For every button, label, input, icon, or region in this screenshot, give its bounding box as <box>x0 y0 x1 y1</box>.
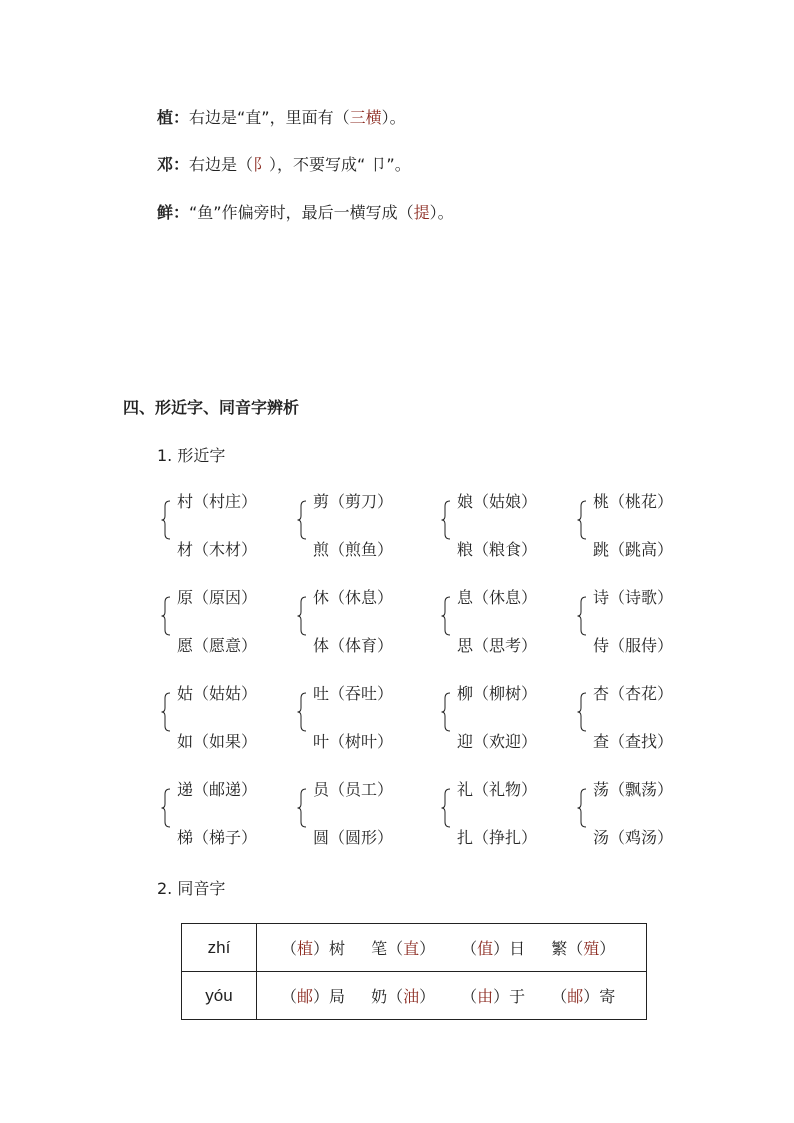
homophone-item: （植）树 <box>281 936 345 959</box>
similar-word-bottom: 扎（挣扎） <box>457 828 538 847</box>
brace-icon <box>297 692 307 732</box>
brace-icon <box>161 500 171 540</box>
similar-word-top: 诗（诗歌） <box>593 588 674 607</box>
note-answer: 阝 <box>253 155 270 174</box>
item-suffix: 树 <box>329 939 346 958</box>
similar-word-bottom: 查（查找） <box>593 732 674 751</box>
similar-word-top: 桃（桃花） <box>593 492 674 511</box>
similar-word-top: 杏（杏花） <box>593 684 674 703</box>
similar-pair <box>161 684 281 754</box>
homophone-item: （由）于 <box>461 984 525 1007</box>
similar-pair <box>161 492 281 562</box>
similar-pair <box>297 492 417 562</box>
similar-word-bottom: 汤（鸡汤） <box>593 828 674 847</box>
similar-pair <box>577 588 697 658</box>
brace-icon <box>441 500 451 540</box>
homophone-item: （邮）局 <box>281 984 345 1007</box>
note-text: 右边是“直”，里面有（ <box>189 108 350 127</box>
similar-word-top: 递（邮递） <box>177 780 258 799</box>
homophone-row <box>182 972 647 1020</box>
note-answer: 三横 <box>349 108 382 127</box>
item-answer: 殖 <box>583 939 600 958</box>
note-text: “鱼”作偏旁时，最后一横写成（ <box>189 203 414 222</box>
similar-word-bottom: 粮（粮食） <box>457 540 538 559</box>
section-heading: 四、形近字、同音字辨析 <box>123 398 300 417</box>
pinyin-cell: zhí <box>182 924 257 972</box>
brace-icon <box>577 692 587 732</box>
similar-word-top: 息（休息） <box>457 588 538 607</box>
note-text-end: ）。 <box>381 108 406 127</box>
note-text-end: ），不要写成“ 卩”。 <box>269 155 411 174</box>
similar-word-bottom: 愿（愿意） <box>177 636 258 655</box>
similar-word-bottom: 叶（树叶） <box>313 732 394 751</box>
note-answer: 提 <box>413 203 430 222</box>
similar-word-bottom: 侍（服侍） <box>593 636 674 655</box>
similar-word-bottom: 如（如果） <box>177 732 258 751</box>
similar-word-top: 原（原因） <box>177 588 258 607</box>
brace-icon <box>441 692 451 732</box>
item-prefix: 笔 <box>371 939 388 958</box>
similar-pair <box>161 588 281 658</box>
subheading-similar: 1. 形近字 <box>157 446 226 465</box>
similar-word-bottom: 思（思考） <box>457 636 538 655</box>
brace-icon <box>297 596 307 636</box>
item-answer: 直 <box>403 939 420 958</box>
item-answer: 值 <box>477 939 494 958</box>
note-char: 植： <box>157 108 190 127</box>
similar-word-top: 员（员工） <box>313 780 394 799</box>
similar-word-top: 村（村庄） <box>177 492 258 511</box>
similar-pair <box>577 492 697 562</box>
similar-pair <box>441 780 561 850</box>
note-zhi <box>157 107 406 129</box>
similar-pair <box>441 588 561 658</box>
similar-word-top: 吐（吞吐） <box>313 684 394 703</box>
homophone-table <box>181 923 647 1020</box>
item-answer: 植 <box>297 939 314 958</box>
item-suffix: 日 <box>509 939 526 958</box>
item-answer: 邮 <box>567 987 584 1006</box>
similar-word-top: 休（休息） <box>313 588 394 607</box>
item-answer: 油 <box>403 987 420 1006</box>
similar-word-bottom: 迎（欢迎） <box>457 732 538 751</box>
brace-icon <box>441 596 451 636</box>
similar-word-top: 荡（飘荡） <box>593 780 674 799</box>
brace-icon <box>297 788 307 828</box>
words-cell <box>257 972 647 1020</box>
item-prefix: 繁 <box>551 939 568 958</box>
similar-pair <box>161 780 281 850</box>
item-suffix: 于 <box>509 987 526 1006</box>
note-deng <box>157 154 411 176</box>
similar-pair <box>441 492 561 562</box>
similar-word-top: 剪（剪刀） <box>313 492 394 511</box>
homophone-item: （邮）寄 <box>551 984 615 1007</box>
brace-icon <box>577 596 587 636</box>
similar-word-bottom: 材（木材） <box>177 540 258 559</box>
item-suffix: 寄 <box>599 987 616 1006</box>
note-char: 邓： <box>157 155 190 174</box>
similar-pair <box>577 684 697 754</box>
subheading-homophones: 2. 同音字 <box>157 879 226 898</box>
item-answer: 邮 <box>297 987 314 1006</box>
homophone-item: 奶（油） <box>371 984 435 1007</box>
brace-icon <box>441 788 451 828</box>
note-text: 右边是（ <box>189 155 254 174</box>
item-prefix: 奶 <box>371 987 388 1006</box>
similar-pair <box>297 588 417 658</box>
homophone-item: （值）日 <box>461 936 525 959</box>
homophone-item: 笔（直） <box>371 936 435 959</box>
similar-pair <box>297 780 417 850</box>
similar-word-top: 礼（礼物） <box>457 780 538 799</box>
similar-pair <box>577 780 697 850</box>
similar-word-bottom: 梯（梯子） <box>177 828 258 847</box>
brace-icon <box>577 500 587 540</box>
note-xian <box>157 202 454 224</box>
similar-word-bottom: 体（体育） <box>313 636 394 655</box>
similar-pair <box>297 684 417 754</box>
item-suffix: 局 <box>329 987 346 1006</box>
item-answer: 由 <box>477 987 494 1006</box>
similar-word-top: 柳（柳树） <box>457 684 538 703</box>
brace-icon <box>161 596 171 636</box>
similar-word-bottom: 圆（圆形） <box>313 828 394 847</box>
brace-icon <box>161 788 171 828</box>
note-char: 鲜： <box>157 203 190 222</box>
note-text-end: ）。 <box>429 203 454 222</box>
homophone-row <box>182 924 647 972</box>
brace-icon <box>161 692 171 732</box>
similar-word-bottom: 跳（跳高） <box>593 540 674 559</box>
words-cell <box>257 924 647 972</box>
homophone-item: 繁（殖） <box>551 936 615 959</box>
brace-icon <box>577 788 587 828</box>
similar-word-top: 姑（姑姑） <box>177 684 258 703</box>
similar-word-bottom: 煎（煎鱼） <box>313 540 394 559</box>
pinyin-cell: yóu <box>182 972 257 1020</box>
similar-pair <box>441 684 561 754</box>
similar-word-top: 娘（姑娘） <box>457 492 538 511</box>
brace-icon <box>297 500 307 540</box>
